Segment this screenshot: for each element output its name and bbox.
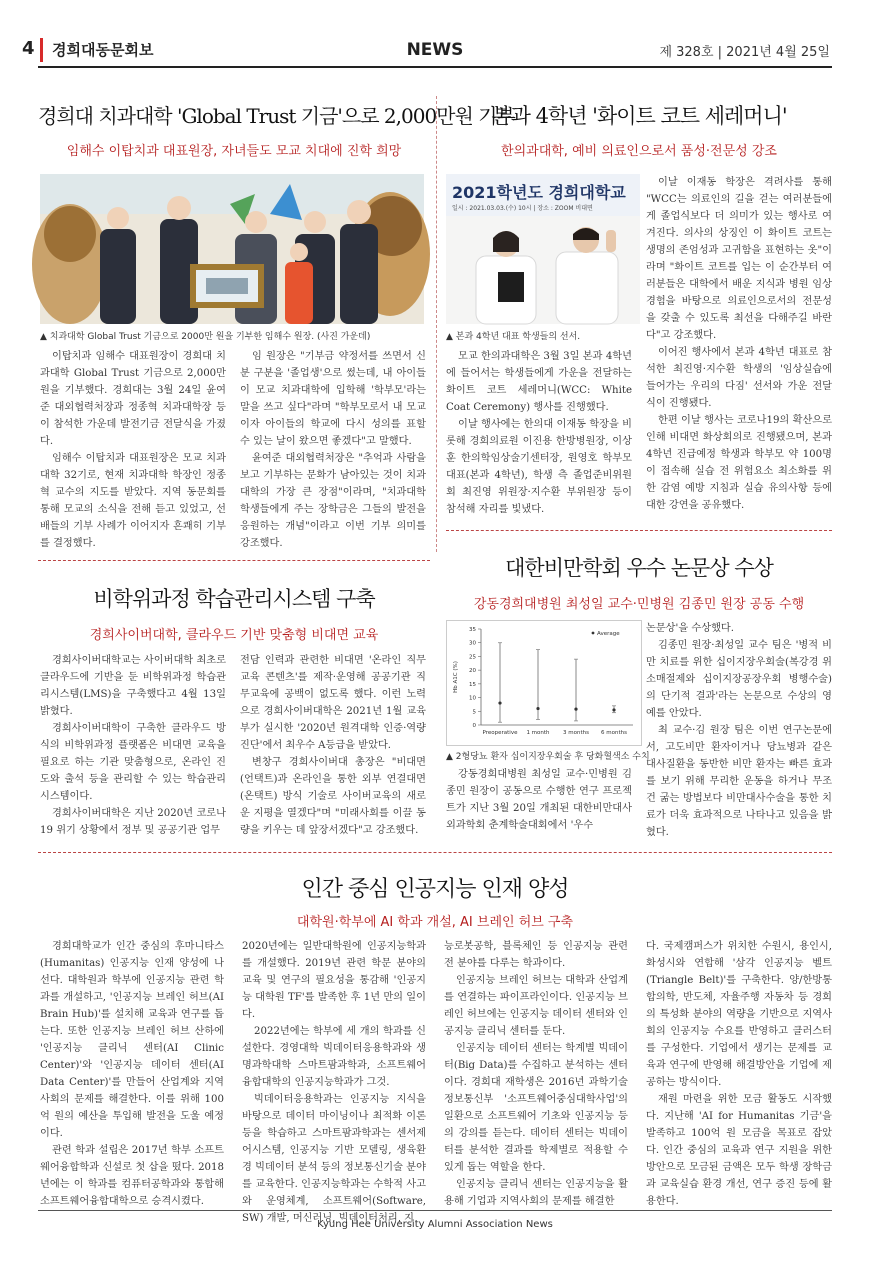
data-point-average <box>536 707 539 710</box>
header-rule <box>38 66 832 68</box>
article4-caption: ▲ 2형당뇨 환자 십이지장우회술 후 당화혈색소 수치 <box>446 752 650 762</box>
paragraph: 능로봇공학, 블록체인 등 인공지능 관련 전 분야를 다루는 학과이다. <box>444 941 628 969</box>
y-tick-label: 25 <box>469 654 476 661</box>
paragraph: 관련 학과 설립은 2017년 학부 소프트웨어융합학과 신설로 첫 삽을 떴다. 2018년에는 이 학과를 컴퓨터공학과와 통합해 소프트웨어융합대학으로 승격시켰다. <box>40 1145 224 1207</box>
article5-column-2 <box>242 938 426 1224</box>
article1-title: 경희대 치과대학 'Global Trust 기금'으로 2,000만원 기부 <box>38 104 515 128</box>
paragraph: 이탑치과 임해수 대표원장이 경희대 치과대학 Global Trust 기금으로 2,000만원을 기부했다. 경희대는 3월 24일 윤여준 대외협력처장과 정종혁 치과대학장 등이 참석한 가운데 발전기금 전달식을 가졌다. <box>40 351 226 447</box>
footer-text: Kyung Hee University Alumni Association News <box>317 1219 553 1230</box>
section-divider <box>446 530 832 531</box>
paragraph: 이날 행사에는 한의대 이재동 학장을 비롯해 경희의료원 이진용 한방병원장, 이상훈 한의학임상술기센터장, 원영호 학부모대표(본과 4학년), 학생 측 졸업준비위원회 최진영 위원장·지수환 부위원장 등이 참석해 자리를 빛냈다. <box>446 419 632 515</box>
paragraph: 논문상'을 수상했다. <box>646 623 735 634</box>
donation-photo-illustration <box>40 174 424 324</box>
article5-column-4 <box>646 938 832 1207</box>
issue-info: 제 328호 | 2021년 4월 25일 <box>659 45 830 60</box>
paragraph: 재원 마련을 위한 모금 활동도 시작했다. 지난해 'AI for Humanitas 기금'을 발족하고 100억 원 모금을 목표로 잡았다. 인간 중심의 교육과 연구 지원을 위한 방안으로 모금된 금액은 모두 학생 장학금과 교육실습 환경 개선, 연구 증진 등에 활용한다. <box>646 1094 832 1207</box>
section-title: NEWS <box>406 40 464 60</box>
article2-title: 본과 4학년 '화이트 코트 세레머니' <box>491 104 787 128</box>
article2-column-1 <box>446 348 632 518</box>
paragraph: 변창구 경희사이버대 총장은 "비대면(언택트)과 온라인을 통한 외부 연결대면(온택트) 방식 기술로 사이버교육의 새로운 지평을 열겠다"며 "미래사회를 이끌 동량을 키우는 데 앞장서겠다"고 강조했다. <box>240 757 426 836</box>
footer-rule <box>38 1210 832 1211</box>
article2-column-2 <box>646 174 832 511</box>
legend-marker <box>592 632 595 635</box>
y-tick-label: 15 <box>469 681 476 688</box>
y-tick-label: 30 <box>469 640 476 647</box>
y-tick-label: 5 <box>472 709 476 716</box>
article3-column-2 <box>240 652 426 838</box>
legend-label: Average <box>597 631 620 637</box>
paragraph: 2022년에는 학부에 세 개의 학과를 신설한다. 경영대학 빅데이터응용학과와 생명과학대학 스마트팜과학과, 소프트웨어융합대학의 인공지능학과가 그것. <box>242 1026 426 1088</box>
hba1c-chart <box>446 620 642 746</box>
column-divider <box>436 96 437 552</box>
article4-title: 대한비만학회 우수 논문상 수상 <box>505 556 773 580</box>
paragraph: 경희사이버대학이 구축한 클라우드 방식의 비학위과정 플랫폼은 비대면 교육을 필요로 하는 기관 맞춤형으로, 온라인 진도와 출석 등을 관리할 수 있는 학습관리 시스템이다. <box>40 723 226 802</box>
article3-subtitle: 경희사이버대학, 클라우드 기반 맞춤형 비대면 교육 <box>89 628 379 643</box>
y-tick-label: 20 <box>469 668 476 675</box>
paragraph: 2020년에는 일반대학원에 인공지능학과를 개설했다. 2019년 관련 학문 분야의 교육 및 연구의 필요성을 통감해 '인공지능 대학원 TF'를 발족한 후 1년 만의 일이다. <box>242 941 426 1020</box>
article4-column-2 <box>646 620 832 836</box>
y-axis-label: Hb A1C (%) <box>453 661 459 693</box>
article1-column-2 <box>240 348 426 548</box>
y-tick-label: 0 <box>472 723 476 729</box>
x-tick-label: 6 months <box>601 730 627 736</box>
article1-subtitle: 임해수 이탑치과 대표원장, 자녀들도 모교 치대에 진학 희망 <box>66 144 402 159</box>
paragraph: 김종민 원장·최성일 교수 팀은 '병적 비만 치료를 위한 십이지장우회술(복강경 위소매절제와 십이지장공장우회 병행수술)의 단기적 결과'라는 논문으로 수상의 영예를 안았다. <box>646 640 832 719</box>
paragraph: 경희대학교가 인간 중심의 후마니타스(Humanitas) 인공지능 인재 양성에 나선다. 대학원과 학부에 인공지능 관련 학과를 개설하고, '인공지능 브레인 허브(AI Brain Hub)'를 설치해 교육과 연구를 돕는다. 또한 인공지능 브레인 허브 산하에 '인공지능 클리닉 센터(AI Clinic Center)'와 '인공지능 데이터 센터(AI Data Center)'를 만들어 산업계와 지역사회의 문제를 해결한다. 이를 위해 100억 원의 예산을 투입해 발전을 도울 예정이다. <box>40 941 224 1139</box>
article2-subtitle: 한의과대학, 예비 의료인으로서 품성·전문성 강조 <box>501 144 777 159</box>
x-tick-label: 3 months <box>563 730 589 736</box>
data-point-average <box>612 708 615 711</box>
ceremony-photo-illustration <box>446 216 640 324</box>
paragraph: 모교 한의과대학은 3월 3일 본과 4학년에 들어서는 학생들에게 가운을 전달하는 화이트 코트 세레머니(WCC: White Coat Ceremony) 행사를 진행했다. <box>446 351 632 413</box>
paragraph: 임 원장은 "기부금 약정서를 쓰면서 신분 구분을 '졸업생'으로 썼는데, 내 아이들이 모교 치과대학에 입학해 '학부모'라는 말을 쓰고 싶다"라며 "학부모로서 내 모교이자 아이들의 학교에 다시 성의를 표할 수 있는 날이 왔으면 좋겠다"고 말했다. <box>240 351 426 447</box>
page-number: 4 <box>22 38 35 59</box>
article3-column-1 <box>40 652 226 838</box>
paragraph: 윤여준 대외협력처장은 "추억과 사람을 보고 기부하는 문화가 남아있는 것이 치과대학의 가장 큰 장점"이라며, "치과대학 학생들에게 주는 장학금은 그들의 발전을 응원하는 개념"이라고 이번 기부 의미를 강조했다. <box>240 453 426 549</box>
article4-column-1 <box>446 766 632 836</box>
paragraph: 최 교수·김 원장 팀은 이번 연구논문에서, 고도비만 환자이거나 당뇨병과 같은 대사질환을 동반한 비만 환자는 빠른 효과를 보기 위해 무리한 운동을 하거나 무조건 굶는 방법보다 비만대사수술을 통한 치료가 더욱 효과적으로 나타나고 있음을 밝혔다. <box>646 725 832 838</box>
section-divider <box>38 560 430 561</box>
paragraph: 강동경희대병원 최성일 교수·민병원 김종민 원장이 공동으로 수행한 연구 프로젝트가 지난 3월 20일 개최된 대한비만대사외과학회 춘계학술대회에서 '우수 <box>446 769 632 831</box>
dental-donation-photo <box>40 174 424 324</box>
data-point-average <box>574 707 577 710</box>
paragraph: 인공지능 클리닉 센터는 인공지능을 활용해 기업과 지역사회의 문제를 해결한 <box>444 1179 628 1207</box>
paragraph: 이어진 행사에서 본과 4학년 대표로 참석한 최진영·지수환 학생의 '임상실습에 들어가는 우리의 다짐' 선서와 가운 전달식이 진행됐다. <box>646 347 832 409</box>
paragraph: 임해수 이탑치과 대표원장은 모교 치과대학 32기로, 현재 치과대학 학장인 정종혁 교수의 지도를 받았다. 지역 동문회를 통해 모교의 소식을 전해 듣고 있었고, 선배들의 기부 사례가 이어지자 흔쾌히 기부를 결정했다. <box>40 453 226 549</box>
paragraph: 한편 이날 행사는 코로나19의 확산으로 인해 비대면 화상회의로 진행됐으며, 본과 4학년 진급예정 학생과 학부모 약 100명이 접속해 실습 전 위험요소 최소화를 위한 감염 예방 지침과 실습 유의사항 등에 대한 강연을 공유했다. <box>646 415 832 511</box>
paragraph: 이날 이재동 학장은 격려사를 통해 "WCC는 의료인의 길을 걷는 여러분들에게 졸업식보다 더 의미가 있는 행사로 여겨진다. 의사의 상징인 이 화이트 코트는 생명의 존엄성과 고귀함을 표현하는 옷"이라며 "화이트 코트를 입는 이 순간부터 여러분들은 대학에서 배운 지식과 병원 임상경험을 바탕으로 의료인으로서의 전문성을 갖출 수 있도록 최선을 다해주길 바란다"고 강조했다. <box>646 177 832 341</box>
banner-subtitle: 일시 : 2021.03.03.(수) 10시 | 장소 : ZOOM 비대면 <box>452 205 593 212</box>
x-tick-label: 1 month <box>526 730 550 736</box>
article2-caption: ▲ 본과 4학년 대표 학생들의 선서. <box>446 332 581 342</box>
publication-title: 경희대동문회보 <box>52 41 154 59</box>
paragraph: 경희사이버대학은 지난 2020년 코로나19 위기 상황에서 정부 및 공공기관 업무 <box>40 808 226 836</box>
section-divider <box>38 852 832 853</box>
chart-canvas <box>447 621 641 745</box>
paragraph: 경희사이버대학교는 사이버대학 최초로 클라우드에 기반을 둔 비학위과정 학습관리시스템(LMS)을 구축했다고 4월 13일 밝혔다. <box>40 655 226 717</box>
white-coat-ceremony-photo <box>446 174 640 324</box>
article1-caption: ▲ 치과대학 Global Trust 기금으로 2000만 원을 기부한 임해수 원장. (사진 가운데) <box>40 332 371 342</box>
article4-subtitle: 강동경희대병원 최성일 교수·민병원 김종민 원장 공동 수행 <box>473 597 805 612</box>
article3-title: 비학위과정 학습관리시스템 구축 <box>93 587 375 611</box>
article5-title: 인간 중심 인공지능 인재 양성 <box>301 877 569 902</box>
y-tick-label: 10 <box>469 695 476 702</box>
article1-column-1 <box>40 348 226 548</box>
x-tick-label: Preoperative <box>482 730 518 736</box>
ceremony-banner <box>446 174 640 216</box>
article5-subtitle: 대학원·학부에 AI 학과 개설, AI 브레인 허브 구축 <box>296 915 574 930</box>
paragraph: 인공지능 데이터 센터는 학계별 빅데이터(Big Data)를 수집하고 분석하는 센터이다. 경희대 재학생은 2016년 과학기술정보통신부 '소프트웨어중심대학사업'의 일환으로 소프트웨어 기초와 인공지능 등의 강의를 듣는다. 데이터 센터는 빅데이터를 분석한 결과를 학제별로 적용할 수 있게 돕는 역할을 한다. <box>444 1043 628 1173</box>
article5-column-3 <box>444 938 628 1207</box>
paragraph: 다. 국제캠퍼스가 위치한 수원시, 용인시, 화성시와 연합해 '삼각 인공지능 벨트(Triangle Belt)'를 구축한다. 양/한방통합의학, 반도체, 자율주행 자동차 등 경희의 특성화 분야의 역량을 기반으로 지역사회의 인공지능 수요를 반영하고 클러스터를 구성한다. 기업에서 생기는 문제를 교육과 연구에 반영해 해결방안을 기업에 제공하는 방식이다. <box>646 941 832 1088</box>
banner-title: 2021학년도 경희대학교 <box>452 183 626 202</box>
article5-column-1 <box>40 938 224 1207</box>
paragraph: 전담 인력과 관련한 비대면 '온라인 직무교육 콘텐츠'를 제작·운영해 공공기관 직무교육에 공백이 없도록 했다. 이런 노력으로 경희사이버대학은 2021년 1월 교육부가 실시한 '2020년 원격대학 인증·역량진단'에서 최우수 A등급을 받았다. <box>240 655 426 751</box>
data-point-average <box>498 701 501 704</box>
paragraph: 빅데이터응용학과는 인공지능 지식을 바탕으로 데이터 마이닝이나 최적화 이론 등을 학습하고 스마트팜과학과는 센서제어시스템, 인공지능 기반 모델링, 생육환경 빅데이터 분석 등의 정보통신기술 분야를 교육한다. 인공지능학과는 수학적 사고와 운영체계, 소프트웨어(Software, SW) 개발, 머신러닝, 빅데이터처리, 지 <box>242 1094 426 1224</box>
paragraph: 인공지능 브레인 허브는 대학과 산업계를 연결하는 파이프라인이다. 인공지능 브레인 허브에는 인공지능 데이터 센터와 인공지능 클리닉 센터를 둔다. <box>444 975 628 1037</box>
y-tick-label: 35 <box>469 627 476 633</box>
